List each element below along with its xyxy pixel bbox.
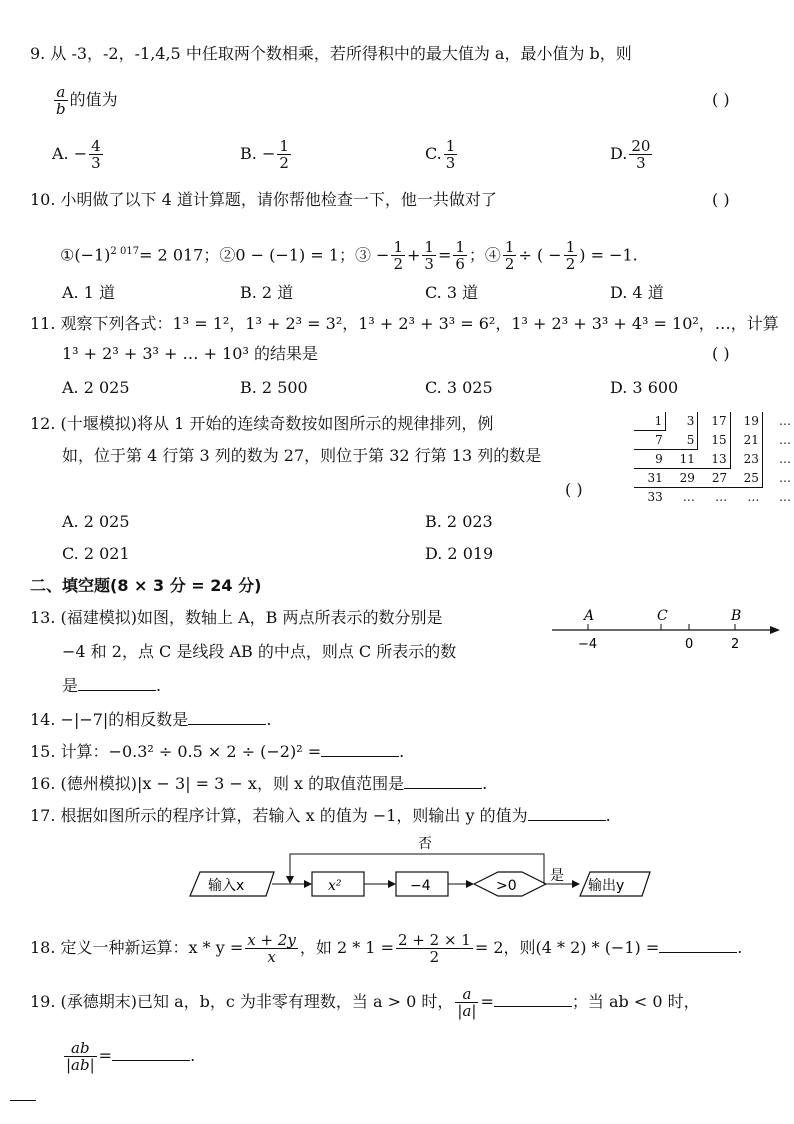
tick-label: 0 [685,637,694,652]
q16: 16. (德州模拟)|x − 3| = 3 − x，则 x 的取值范围是 . [30,774,488,793]
number-line [548,604,784,654]
q13-line3: 是 . [62,676,162,695]
svg-text:x²: x² [328,878,342,894]
q10-option-c[interactable]: C. 3 道 [425,283,479,302]
q11-option-a[interactable]: A. 2 025 [62,378,130,397]
answer-blank[interactable] [659,938,737,953]
q18: 18. 定义一种新运算：x * y = $\frac{x + 2y}{x}$ ，如 2 * 1 = $\frac{2 + 2 \times 1}{2}$ = 2，则(4 * 2) * (−1) = . [30,931,743,966]
answer-bracket: ( ) [565,480,583,499]
q10-stem: 10. 小明做了以下 4 道计算题，请你帮他检查一下，他一共做对了 [30,190,497,209]
point-b-label: B [731,608,742,624]
q12-stem-line2: 如，位于第 4 行第 3 列的数为 27，则位于第 32 行第 13 列的数是 [62,446,542,465]
q11-option-b[interactable]: B. 2 500 [240,378,308,397]
svg-text:输出y: 输出y [588,878,625,894]
q9-stem: 9. 从 -3，-2，-1,4,5 中任取两个数相乘，若所得积中的最大值为 a，最小值为 b，则 [30,44,632,63]
q9-option-a[interactable]: A. − $\frac{4}{3}$ [52,137,101,172]
q10-option-a[interactable]: A. 1 道 [62,283,115,302]
q13-line2: −4 和 2，点 C 是线段 AB 的中点，则点 C 所表示的数 [62,642,457,661]
q9-option-c[interactable]: C. $\frac{1}{3}$ [425,137,456,172]
q12-option-c[interactable]: C. 2 021 [62,544,130,563]
odd-number-grid: 1 3 17 19 … 7 5 15 21 … 9 11 13 23 … 31 29 27 25 … 33 … … … … [634,412,794,506]
tick-label: −4 [578,637,598,652]
q9-stem-line2: $\frac{a}{b}$ 的值为 [56,83,118,118]
q11-stem: 11. 观察下列各式：1³ = 1²，1³ + 2³ = 3²，1³ + 2³ + 3³ = 6²，1³ + 2³ + 3³ + 4³ = 10²，…，计算 [30,314,779,333]
section-title: 二、填空题(8 × 3 分 = 24 分) [30,576,262,595]
q19-line1: 19. (承德期末)已知 a，b，c 为非零有理数，当 a > 0 时， $\frac{a}{|a|}$ = ；当 ab < 0 时， [30,985,700,1020]
fraction-a-over-b: $\frac{a}{b}$ [56,83,66,118]
answer-blank[interactable] [112,1046,190,1061]
answer-bracket: ( ) [712,190,730,209]
q11-option-d[interactable]: D. 3 600 [610,378,679,397]
q10-option-d[interactable]: D. 4 道 [610,283,664,302]
point-a-label: A [584,608,595,624]
q10-option-b[interactable]: B. 2 道 [240,283,294,302]
program-flowchart [180,834,660,904]
q11-option-c[interactable]: C. 3 025 [425,378,493,397]
answer-blank[interactable] [404,774,482,789]
q12-option-b[interactable]: B. 2 023 [425,512,493,531]
q15: 15. 计算：−0.3² ÷ 0.5 × 2 ÷ (−2)² = . [30,742,405,761]
answer-blank[interactable] [494,992,572,1007]
q11-stem-line2: 1³ + 2³ + 3³ + … + 10³ 的结果是 [62,344,318,363]
point-c-label: C [657,608,668,624]
answer-blank[interactable] [188,710,266,725]
q13-line1: 13. (福建模拟)如图，数轴上 A，B 两点所表示的数分别是 [30,608,443,627]
svg-text:−4: −4 [410,878,431,894]
svg-text:>0: >0 [496,878,517,894]
answer-blank[interactable] [321,742,399,757]
answer-blank[interactable] [78,676,156,691]
svg-text:输入x: 输入x [208,878,245,894]
q12-stem: 12. (十堰模拟)将从 1 开始的连续奇数按如图所示的规律排列，例 [30,414,494,433]
q10-items: $①(-1)^{2 017}= 2$ 017；②0 − (−1) = 1；③ − $\frac{1}{2}$ + $\frac{1}{3}$ = $\frac{1}{6}$ ；④ $\frac{1}{2}$ ÷ ( − $\frac{1}{2}$ ) = −1. [60,238,638,274]
q12-option-a[interactable]: A. 2 025 [62,512,130,531]
answer-bracket: ( ) [712,344,730,363]
q12-option-d[interactable]: D. 2 019 [425,544,494,563]
q19-line2: $\frac{ab}{|ab|}$ = . [66,1039,196,1074]
q9-option-b[interactable]: B. − $\frac{1}{2}$ [240,137,289,172]
answer-blank[interactable] [528,806,606,821]
no-label: 否 [418,836,432,852]
answer-bracket: ( ) [712,90,730,109]
tick-label: 2 [731,637,740,652]
yes-label: 是 [550,868,564,884]
q14: 14. −|−7|的相反数是 . [30,710,272,729]
q9-option-d[interactable]: D. $\frac{20}{3}$ [610,137,651,172]
q17-stem: 17. 根据如图所示的程序计算，若输入 x 的值为 −1，则输出 y 的值为 . [30,806,611,825]
footer-divider [10,1100,36,1101]
